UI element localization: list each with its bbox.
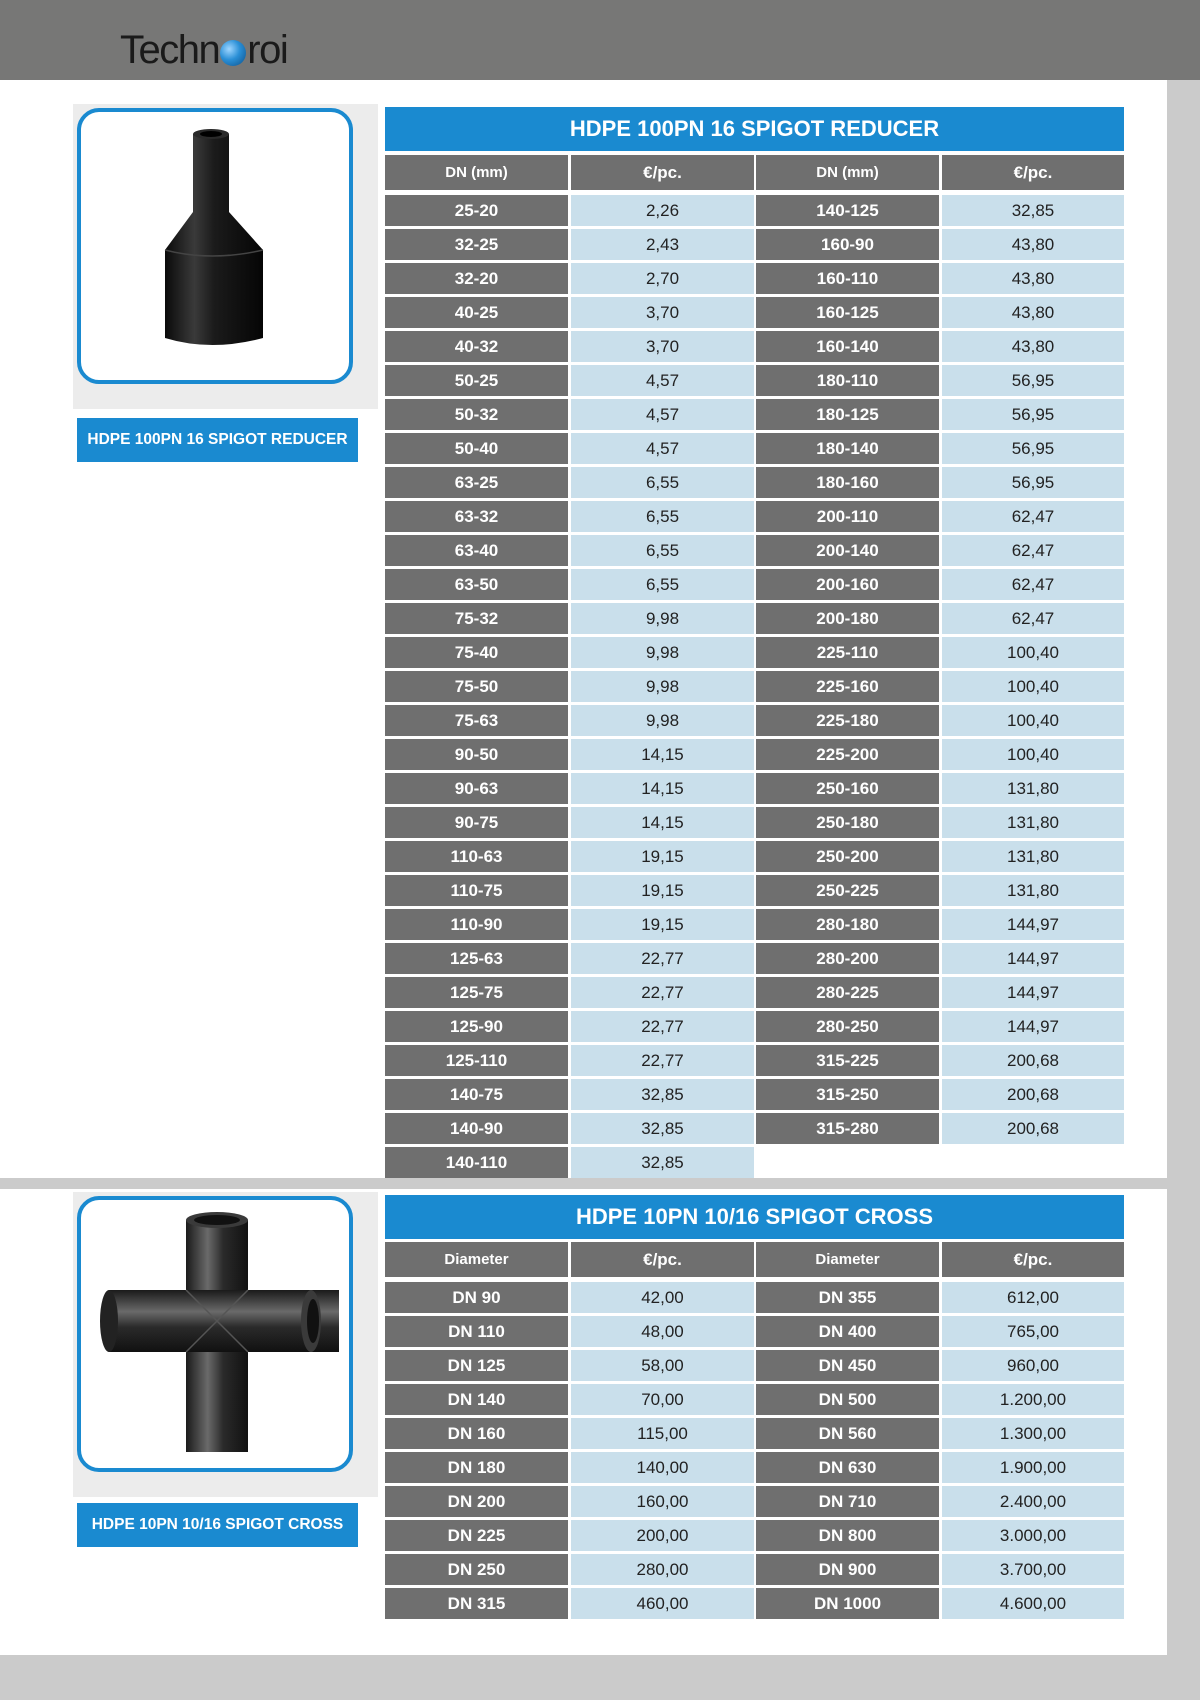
table-row [385, 1045, 1124, 1076]
price-cell: 1.300,00 [942, 1418, 1124, 1449]
price-cell: 19,15 [571, 909, 754, 940]
price-cell: 3,70 [571, 297, 754, 328]
reducer-product-label: HDPE 100PN 16 SPIGOT REDUCER [77, 418, 358, 462]
price-cell: 144,97 [942, 943, 1124, 974]
price-cell: 14,15 [571, 807, 754, 838]
size-cell: 225-200 [756, 739, 939, 770]
size-cell: DN 800 [756, 1520, 939, 1551]
size-cell: 32-25 [385, 229, 568, 260]
price-cell: 144,97 [942, 1011, 1124, 1042]
size-cell: 63-50 [385, 569, 568, 600]
size-cell: 140-110 [385, 1147, 568, 1178]
size-cell: 75-50 [385, 671, 568, 702]
price-cell: 56,95 [942, 467, 1124, 498]
spigot-reducer-image [81, 112, 349, 380]
size-cell: 160-110 [756, 263, 939, 294]
table-row [385, 1147, 1124, 1178]
size-cell: 225-160 [756, 671, 939, 702]
price-cell: 9,98 [571, 705, 754, 736]
table-row [385, 501, 1124, 532]
size-cell: 75-40 [385, 637, 568, 668]
price-cell: 200,68 [942, 1079, 1124, 1110]
table-row [385, 1316, 1124, 1347]
size-cell: 315-280 [756, 1113, 939, 1144]
price-cell: 3.700,00 [942, 1554, 1124, 1585]
table-row [385, 1486, 1124, 1517]
price-cell: 6,55 [571, 467, 754, 498]
reducer-section-title: HDPE 100PN 16 SPIGOT REDUCER [385, 107, 1124, 151]
price-cell: 960,00 [942, 1350, 1124, 1381]
table-row [385, 331, 1124, 362]
price-cell: 100,40 [942, 739, 1124, 770]
table-row [385, 1452, 1124, 1483]
price-cell: 62,47 [942, 603, 1124, 634]
table-row [385, 467, 1124, 498]
price-cell: 2.400,00 [942, 1486, 1124, 1517]
price-cell: 131,80 [942, 807, 1124, 838]
cross-photo-panel [73, 1192, 378, 1497]
size-cell: 40-25 [385, 297, 568, 328]
cross-product-label: HDPE 10PN 10/16 SPIGOT CROSS [77, 1503, 358, 1547]
price-cell: 70,00 [571, 1384, 754, 1415]
size-cell: 280-180 [756, 909, 939, 940]
size-cell: 200-160 [756, 569, 939, 600]
size-cell: DN 140 [385, 1384, 568, 1415]
table-row [385, 297, 1124, 328]
price-cell: 48,00 [571, 1316, 754, 1347]
price-cell: 1.200,00 [942, 1384, 1124, 1415]
size-cell: DN 225 [385, 1520, 568, 1551]
column-header: €/pc. [571, 1242, 754, 1277]
right-margin-strip [1167, 80, 1200, 1700]
price-cell: 6,55 [571, 535, 754, 566]
table-row [385, 739, 1124, 770]
size-cell: 200-110 [756, 501, 939, 532]
price-cell: 612,00 [942, 1282, 1124, 1313]
price-cell: 3.000,00 [942, 1520, 1124, 1551]
price-cell: 460,00 [571, 1588, 754, 1619]
price-cell: 4,57 [571, 399, 754, 430]
price-cell: 32,85 [571, 1113, 754, 1144]
column-header: €/pc. [571, 155, 754, 190]
table-row [385, 365, 1124, 396]
size-cell: 250-225 [756, 875, 939, 906]
size-cell: DN 400 [756, 1316, 939, 1347]
size-cell: 315-250 [756, 1079, 939, 1110]
table-row [385, 1113, 1124, 1144]
price-cell: 32,85 [571, 1147, 754, 1178]
table-row [385, 1282, 1124, 1313]
size-cell: 140-125 [756, 195, 939, 226]
price-cell: 3,70 [571, 331, 754, 362]
size-cell: 125-63 [385, 943, 568, 974]
size-cell: 250-200 [756, 841, 939, 872]
size-cell: DN 90 [385, 1282, 568, 1313]
price-cell: 43,80 [942, 331, 1124, 362]
size-cell: 160-125 [756, 297, 939, 328]
size-cell: 140-75 [385, 1079, 568, 1110]
price-cell: 42,00 [571, 1282, 754, 1313]
table-row [385, 569, 1124, 600]
size-cell: DN 1000 [756, 1588, 939, 1619]
price-cell: 62,47 [942, 569, 1124, 600]
table-row [385, 1384, 1124, 1415]
size-cell: DN 250 [385, 1554, 568, 1585]
price-cell: 56,95 [942, 433, 1124, 464]
table-row [385, 977, 1124, 1008]
size-cell: DN 315 [385, 1588, 568, 1619]
price-cell: 19,15 [571, 875, 754, 906]
price-cell: 56,95 [942, 399, 1124, 430]
price-cell: 160,00 [571, 1486, 754, 1517]
price-cell: 22,77 [571, 1045, 754, 1076]
size-cell: 180-160 [756, 467, 939, 498]
price-cell: 43,80 [942, 297, 1124, 328]
price-cell: 43,80 [942, 263, 1124, 294]
table-row [385, 399, 1124, 430]
table-row [385, 433, 1124, 464]
price-cell: 19,15 [571, 841, 754, 872]
table-row [385, 841, 1124, 872]
price-cell: 200,68 [942, 1113, 1124, 1144]
size-cell: DN 500 [756, 1384, 939, 1415]
table-row [385, 195, 1124, 226]
price-cell: 4,57 [571, 433, 754, 464]
table-row [385, 1520, 1124, 1551]
table-row [385, 1011, 1124, 1042]
price-cell: 32,85 [942, 195, 1124, 226]
price-cell: 200,00 [571, 1520, 754, 1551]
size-cell: 50-25 [385, 365, 568, 396]
table-row [385, 1588, 1124, 1619]
table-row [385, 1079, 1124, 1110]
price-cell: 144,97 [942, 909, 1124, 940]
size-cell: 225-180 [756, 705, 939, 736]
cross-section-title: HDPE 10PN 10/16 SPIGOT CROSS [385, 1195, 1124, 1239]
size-cell: DN 355 [756, 1282, 939, 1313]
table-row [385, 637, 1124, 668]
column-header: €/pc. [942, 1242, 1124, 1277]
table-row [385, 229, 1124, 260]
price-cell: 9,98 [571, 637, 754, 668]
reducer-photo-panel [73, 104, 378, 409]
table-header-row [385, 1242, 1124, 1277]
size-cell: 50-40 [385, 433, 568, 464]
size-cell: 75-63 [385, 705, 568, 736]
size-cell: 90-63 [385, 773, 568, 804]
size-cell: 110-63 [385, 841, 568, 872]
table-row [385, 807, 1124, 838]
size-cell: 75-32 [385, 603, 568, 634]
size-cell: 160-90 [756, 229, 939, 260]
price-cell: 280,00 [571, 1554, 754, 1585]
size-cell: 110-75 [385, 875, 568, 906]
price-cell: 22,77 [571, 977, 754, 1008]
size-cell: DN 110 [385, 1316, 568, 1347]
price-cell: 4.600,00 [942, 1588, 1124, 1619]
price-cell: 6,55 [571, 569, 754, 600]
table-row [385, 1554, 1124, 1585]
size-cell: 280-200 [756, 943, 939, 974]
price-cell: 14,15 [571, 773, 754, 804]
size-cell: 25-20 [385, 195, 568, 226]
table-row [385, 671, 1124, 702]
size-cell: DN 450 [756, 1350, 939, 1381]
table-row [385, 943, 1124, 974]
size-cell: 63-32 [385, 501, 568, 532]
size-cell: 125-75 [385, 977, 568, 1008]
table-row [385, 909, 1124, 940]
size-cell: DN 180 [385, 1452, 568, 1483]
footer-bar [0, 1655, 1200, 1700]
size-cell: DN 710 [756, 1486, 939, 1517]
size-cell: 110-90 [385, 909, 568, 940]
price-cell: 765,00 [942, 1316, 1124, 1347]
size-cell: DN 900 [756, 1554, 939, 1585]
size-cell: 180-125 [756, 399, 939, 430]
size-cell: DN 560 [756, 1418, 939, 1449]
price-cell: 115,00 [571, 1418, 754, 1449]
size-cell: 63-40 [385, 535, 568, 566]
size-cell: 315-225 [756, 1045, 939, 1076]
price-cell: 200,68 [942, 1045, 1124, 1076]
column-header: Diameter [756, 1242, 939, 1277]
table-row [385, 705, 1124, 736]
size-cell: 40-32 [385, 331, 568, 362]
size-cell: DN 160 [385, 1418, 568, 1449]
price-cell: 100,40 [942, 637, 1124, 668]
price-cell: 2,70 [571, 263, 754, 294]
column-header: DN (mm) [385, 155, 568, 190]
price-cell: 9,98 [571, 671, 754, 702]
size-cell: DN 125 [385, 1350, 568, 1381]
price-cell: 4,57 [571, 365, 754, 396]
size-cell: DN 200 [385, 1486, 568, 1517]
size-cell: 225-110 [756, 637, 939, 668]
cross-photo-frame [77, 1196, 353, 1472]
price-cell: 6,55 [571, 501, 754, 532]
size-cell: 200-140 [756, 535, 939, 566]
size-cell: 200-180 [756, 603, 939, 634]
price-cell: 9,98 [571, 603, 754, 634]
size-cell: 180-110 [756, 365, 939, 396]
price-cell: 144,97 [942, 977, 1124, 1008]
column-header: DN (mm) [756, 155, 939, 190]
table-row [385, 875, 1124, 906]
price-cell: 43,80 [942, 229, 1124, 260]
brand-logo [120, 28, 287, 72]
price-cell: 14,15 [571, 739, 754, 770]
size-cell: DN 630 [756, 1452, 939, 1483]
brand-name-part2: roi [247, 27, 288, 72]
brand-name-part1: Techn [120, 27, 220, 72]
price-cell: 2,43 [571, 229, 754, 260]
size-cell: 32-20 [385, 263, 568, 294]
price-cell: 131,80 [942, 773, 1124, 804]
size-cell: 280-225 [756, 977, 939, 1008]
price-cell: 2,26 [571, 195, 754, 226]
section-separator [0, 1178, 1167, 1189]
price-cell: 100,40 [942, 705, 1124, 736]
price-cell: 22,77 [571, 943, 754, 974]
size-cell: 125-110 [385, 1045, 568, 1076]
price-cell: 100,40 [942, 671, 1124, 702]
table-row [385, 773, 1124, 804]
price-cell: 131,80 [942, 841, 1124, 872]
price-cell: 62,47 [942, 535, 1124, 566]
size-cell: 160-140 [756, 331, 939, 362]
size-cell: 250-160 [756, 773, 939, 804]
size-cell: 280-250 [756, 1011, 939, 1042]
table-row [385, 1350, 1124, 1381]
table-row [385, 603, 1124, 634]
price-cell: 56,95 [942, 365, 1124, 396]
size-cell: 50-32 [385, 399, 568, 430]
size-cell: 63-25 [385, 467, 568, 498]
size-cell: 125-90 [385, 1011, 568, 1042]
price-cell: 32,85 [571, 1079, 754, 1110]
price-cell: 1.900,00 [942, 1452, 1124, 1483]
reducer-photo-frame [77, 108, 353, 384]
size-cell: 250-180 [756, 807, 939, 838]
size-cell: 90-50 [385, 739, 568, 770]
table-header-row [385, 155, 1124, 190]
size-cell: 90-75 [385, 807, 568, 838]
table-row [385, 1418, 1124, 1449]
table-row [385, 535, 1124, 566]
column-header: Diameter [385, 1242, 568, 1277]
table-row [385, 263, 1124, 294]
price-cell: 62,47 [942, 501, 1124, 532]
column-header: €/pc. [942, 155, 1124, 190]
globe-icon [220, 40, 246, 66]
price-cell: 58,00 [571, 1350, 754, 1381]
price-cell: 131,80 [942, 875, 1124, 906]
size-cell: 180-140 [756, 433, 939, 464]
price-cell: 22,77 [571, 1011, 754, 1042]
price-cell: 140,00 [571, 1452, 754, 1483]
size-cell: 140-90 [385, 1113, 568, 1144]
spigot-cross-image [81, 1200, 349, 1468]
